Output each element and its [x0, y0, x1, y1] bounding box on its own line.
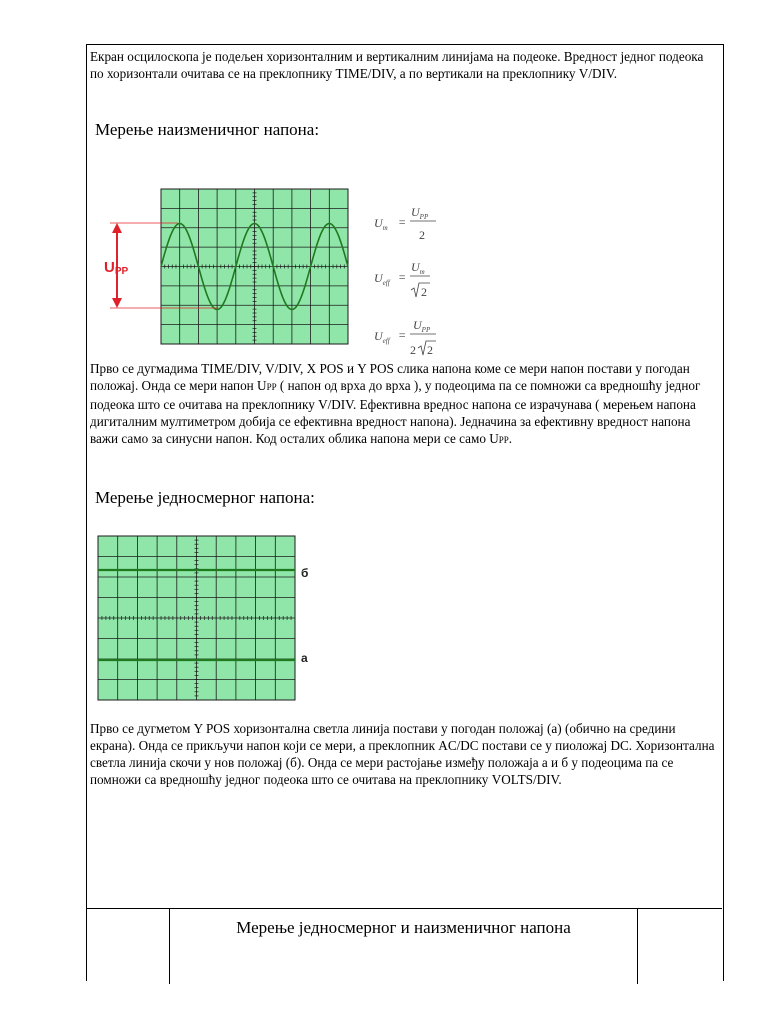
footer-right-cell	[637, 908, 638, 984]
dc-heading: Мерење једносмерног напона:	[95, 488, 315, 507]
ac-oscilloscope-figure	[98, 186, 354, 348]
svg-text:Ueff: $U_{eff}$	[374, 271, 390, 287]
formula2-den: 2	[421, 285, 427, 299]
upp-arrow-head-up	[112, 223, 122, 233]
eq2: =	[398, 270, 407, 284]
ac-screen-grid	[161, 189, 348, 344]
intro-paragraph: Екран осцилоскопа је подељен хоризонталним и вертикалним линијама на подеоке. Вредност једног подеока по хоризонтали очитава се на преклопнику TIME/DIV, а по вертикали на преклопнику V/DIV.	[90, 49, 704, 81]
footer-divider	[86, 908, 722, 909]
upp-arrow-head-down	[112, 298, 122, 308]
svg-text:UPP: $U_{PP}$	[411, 205, 429, 221]
dc-oscilloscope-figure	[96, 534, 320, 702]
page-frame	[86, 44, 724, 981]
dc-paragraph: Прво се дугметом Y POS хоризонтална светла линија постави у погодан положај (а) (обично на средини екрана). Онда се прикључи напон који се мери, а преклопник AC/DC постави се у пиоложај DC. Хоризонтална светла линија скочи у нов положај (б). Онда се мери растојање између положаја а и б у подеоцима па се помножи са вредношћу једног подеока што се очитава на преклопнику VOLTS/DIV.	[90, 721, 715, 787]
upp-label: UPP	[104, 259, 129, 277]
label-b: б	[301, 566, 309, 580]
ac-formulas	[368, 200, 458, 360]
svg-text:Um: $U_m$	[411, 260, 425, 276]
eq1: =	[398, 215, 407, 229]
ac-heading: Мерење наизменичног напона:	[95, 120, 320, 139]
formula3-den-a: 2	[410, 343, 416, 357]
label-a: а	[301, 651, 308, 665]
formula1-den: 2	[419, 228, 425, 242]
eq3: =	[398, 328, 407, 342]
formula1-lhs: U	[374, 216, 383, 230]
footer-title: Мерење једносмерног и наизменичног напона	[236, 918, 571, 937]
svg-text:UPP: $U_{PP}$	[413, 318, 431, 334]
svg-text:Um: $U_m$	[374, 216, 388, 232]
dc-screen-grid	[98, 536, 295, 700]
formula3-den-b: 2	[427, 343, 433, 357]
ac-paragraph: Прво се дугмадима TIME/DIV, V/DIV, X POS и Y POS слика напона коме се мери напон постави у погодан положај. Онда се мери напон UPP ( напон од врха до врха ), у подеоцима па се помножи са вредношћу једног подеока што се очитава на преклопнику V/DIV. Ефективна вреднос напона се израчунава ( мерењем напона дигиталним мултиметром добија се ефективна вредност напона). Једначина за ефективну вредност напона важи само за синусни напон. Код осталих облика напона мери се само UPP.	[90, 361, 701, 446]
svg-text:Ueff: $U_{eff}$	[374, 329, 390, 345]
